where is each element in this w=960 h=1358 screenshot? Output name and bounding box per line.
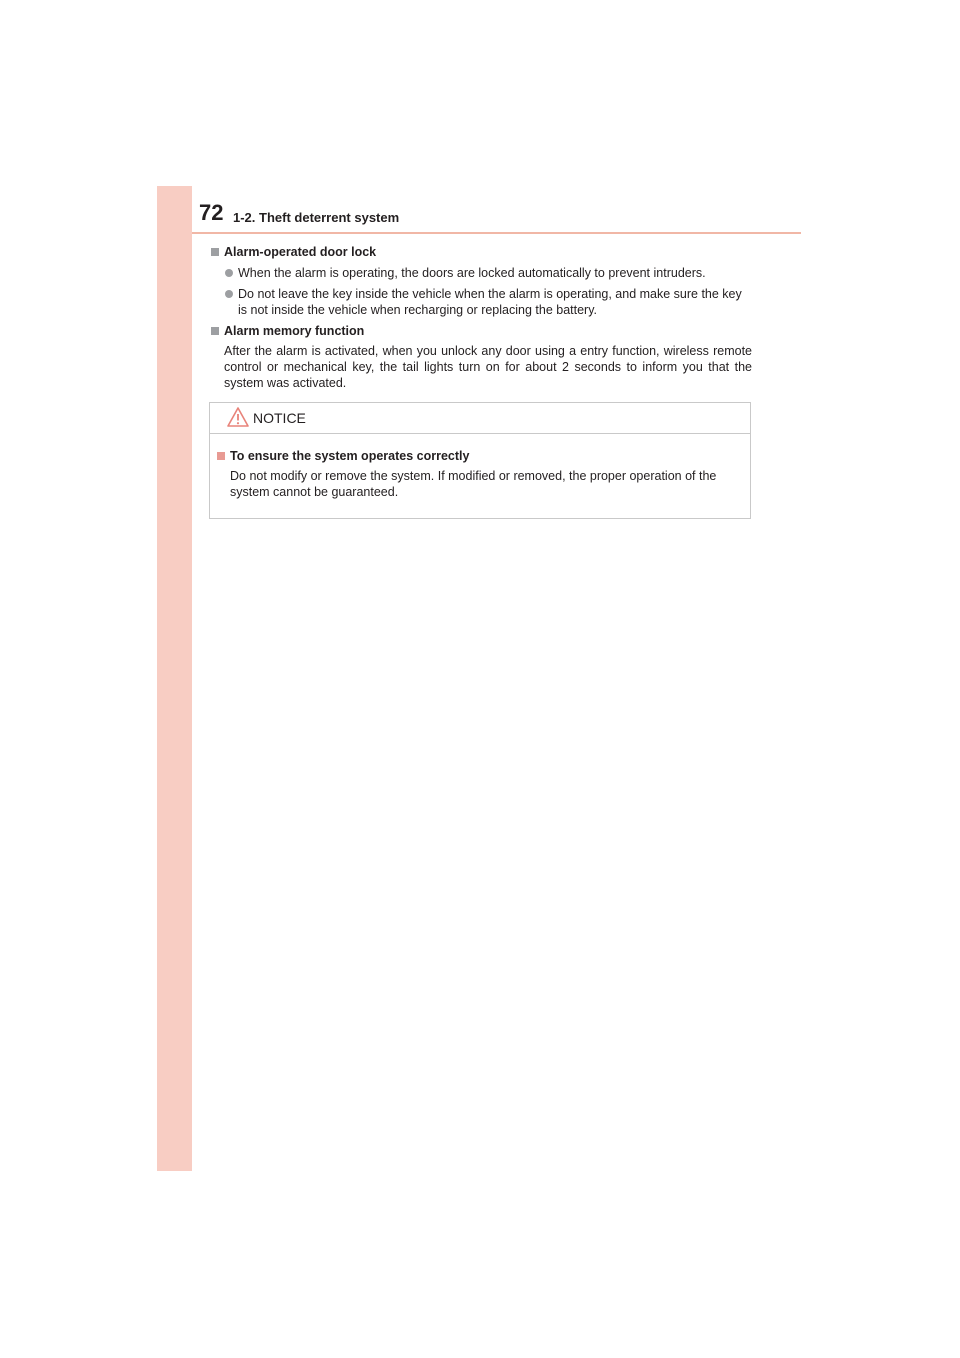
bullet-text: When the alarm is operating, the doors are locked automatically to prevent intruders. [238, 266, 706, 280]
page-number: 72 [199, 200, 224, 225]
notice-text: Do not modify or remove the system. If modified or removed, the proper operation of the system cannot be guaranteed. [230, 469, 717, 499]
round-bullet-icon [225, 290, 233, 298]
list-item [210, 265, 752, 281]
list-item [210, 286, 752, 318]
section-paragraph: After the alarm is activated, when you unlock any door using a entry function, wireless remote control or mechanical key, the tail lights turn on for about 2 seconds to inform you that the system was activated. [224, 344, 752, 390]
square-bullet-icon [211, 327, 219, 335]
heading-text: To ensure the system operates correctly [230, 449, 470, 463]
notice-heading [216, 448, 740, 464]
notice-body [210, 434, 750, 500]
chapter-side-tab [157, 186, 192, 1171]
section-title: 1-2. Theft deterrent system [233, 210, 400, 225]
section-heading [210, 244, 752, 260]
notice-header [210, 403, 750, 434]
square-bullet-icon [211, 248, 219, 256]
warning-triangle-icon [226, 406, 250, 428]
notice-box [209, 402, 751, 519]
heading-text: Alarm memory function [224, 324, 365, 338]
notice-title: NOTICE [253, 410, 306, 426]
section-heading [210, 323, 752, 339]
square-bullet-icon [217, 452, 225, 460]
heading-text: Alarm-operated door lock [224, 245, 377, 259]
round-bullet-icon [225, 269, 233, 277]
header-rule [192, 232, 801, 234]
page-content [210, 244, 752, 391]
bullet-text: Do not leave the key inside the vehicle when the alarm is operating, and make sure the key is not inside the vehicle when recharging or replacing the battery. [238, 287, 742, 317]
